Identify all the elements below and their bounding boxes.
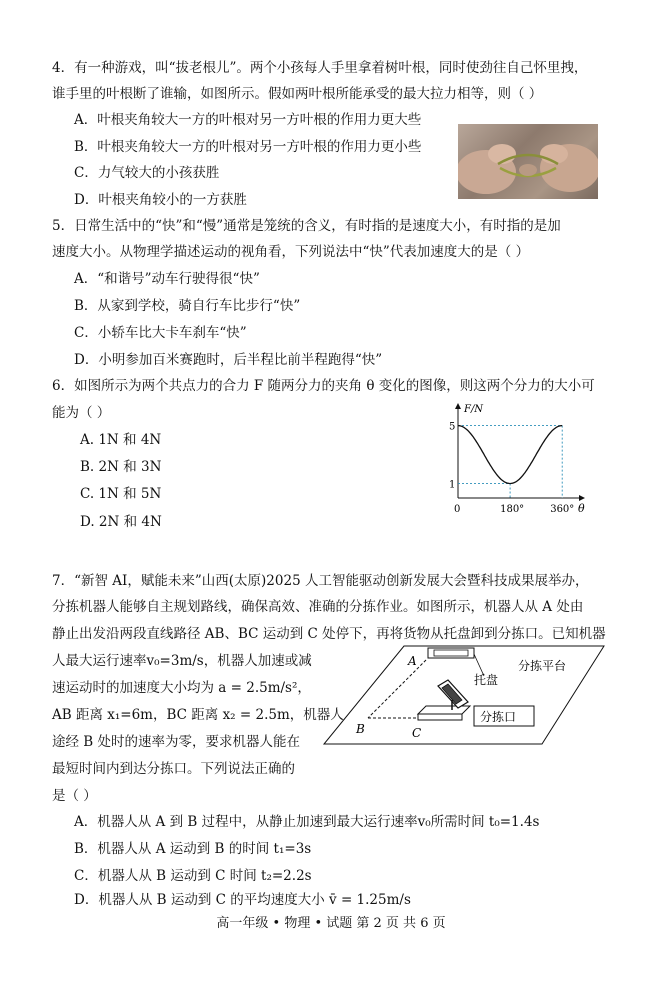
q5-option-a: A．“和谐号”动车行驶得很“快” bbox=[74, 271, 260, 287]
chart-xtick-0: 0 bbox=[454, 504, 461, 515]
q4-leaf-stem-photo bbox=[458, 124, 598, 199]
outlet-label: 分拣口 bbox=[480, 710, 517, 724]
q4-option-c: C．力气较大的小孩获胜 bbox=[74, 165, 220, 181]
tray-label: 托盘 bbox=[474, 673, 499, 687]
chart-xtick-360: 360° bbox=[550, 504, 575, 515]
q7-stem-line1: 7．“新智 AI，赋能未来”山西(太原)2025 人工智能驱动创新发展大会暨科技成果展举办， bbox=[52, 573, 589, 589]
q7-option-a: A．机器人从 A 到 B 过程中，从静止加速到最大运行速率v₀所需时间 t₀=1.4s bbox=[74, 814, 540, 830]
q7-stem-line8: 最短时间内到达分拣口。下列说法正确的 bbox=[52, 761, 295, 777]
point-b-label: B bbox=[356, 722, 365, 736]
q6-option-d: D. 2N 和 4N bbox=[80, 514, 162, 530]
q5-option-b: B．从家到学校，骑自行车比步行“快” bbox=[74, 298, 301, 314]
q5-option-c: C．小轿车比大卡车刹车“快” bbox=[74, 325, 247, 341]
q5-stem-line2: 速度大小。从物理学描述运动的视角看，下列说法中“快”代表加速度大的是（ ） bbox=[52, 244, 530, 260]
q6-stem-line1: 6．如图所示为两个共点力的合力 F 随两分力的夹角 θ 变化的图像，则这两个分力的大小可 bbox=[52, 378, 595, 394]
q5-option-d: D．小明参加百米赛跑时，后半程比前半程跑得“快” bbox=[74, 352, 383, 368]
q7-option-d: D．机器人从 B 运动到 C 的平均速度大小 v̄ = 1.25m/s bbox=[74, 892, 411, 908]
q7-option-c: C．机器人从 B 运动到 C 时间 t₂=2.2s bbox=[74, 868, 312, 884]
q4-option-a: A．叶根夹角较大一方的叶根对另一方叶根的作用力更大些 bbox=[74, 112, 422, 128]
chart-series-line bbox=[458, 426, 562, 484]
page-footer: 高一年级 • 物理 • 试题 第 2 页 共 6 页 bbox=[216, 916, 446, 931]
q6-force-angle-chart bbox=[440, 400, 590, 518]
q5-stem-line1: 5．日常生活中的“快”和“慢”通常是笼统的含义，有时指的是速度大小，有时指的是加 bbox=[52, 218, 561, 234]
chart-xtick-180: 180° bbox=[500, 504, 525, 515]
chart-ytick-5: 5 bbox=[449, 421, 456, 433]
q7-stem-line6: AB 距离 x₁=6m，BC 距离 x₂ = 2.5m，机器人 bbox=[52, 707, 344, 723]
q4-stem-line1: 4．有一种游戏，叫“拔老根儿”。两个小孩每人手里拿着树叶根，同时使劲往自己怀里拽， bbox=[52, 60, 588, 76]
point-c-label: C bbox=[412, 726, 422, 740]
chart-ytick-1: 1 bbox=[449, 479, 456, 491]
q7-stem-line7: 途经 B 处时的速率为零，要求机器人能在 bbox=[52, 734, 301, 750]
robot-with-tray bbox=[418, 680, 470, 720]
q4-option-b: B．叶根夹角较大一方的叶根对另一方叶根的作用力更小些 bbox=[74, 139, 422, 155]
chart-y-label: F/N bbox=[464, 404, 484, 415]
q6-option-b: B. 2N 和 3N bbox=[80, 459, 162, 475]
q7-stem-line5: 速运动时的加速度大小均为 a = 2.5m/s²， bbox=[52, 680, 311, 696]
platform-label: 分拣平台 bbox=[518, 659, 567, 673]
q7-stem-line9: 是（ ） bbox=[52, 788, 97, 804]
q7-stem-line4: 人最大运行速率v₀=3m/s，机器人加速或减 bbox=[52, 653, 312, 669]
q7-option-b: B．机器人从 A 运动到 B 的时间 t₁=3s bbox=[74, 841, 312, 857]
q7-sorting-robot-diagram bbox=[322, 640, 606, 750]
q6-stem-line2: 能为（ ） bbox=[52, 405, 111, 421]
q7-stem-line2: 分拣机器人能够自主规划路线，确保高效、准确的分拣作业。如图所示，机器人从 A 处由 bbox=[52, 599, 584, 615]
q4-stem-line2: 谁手里的叶根断了谁输，如图所示。假如两叶根所能承受的最大拉力相等，则（ ） bbox=[52, 86, 543, 102]
path-ab bbox=[368, 660, 426, 718]
q6-option-c: C. 1N 和 5N bbox=[80, 486, 162, 502]
q7-stem-line3: 静止出发沿两段直线路径 AB、BC 运动到 C 处停下，再将货物从托盘卸到分拣口。已知机器 bbox=[52, 626, 606, 642]
q6-option-a: A. 1N 和 4N bbox=[80, 432, 162, 448]
point-a-label: A bbox=[408, 654, 417, 668]
q4-option-d: D．叶根夹角较小的一方获胜 bbox=[74, 192, 247, 208]
chart-x-label: θ bbox=[578, 502, 585, 515]
